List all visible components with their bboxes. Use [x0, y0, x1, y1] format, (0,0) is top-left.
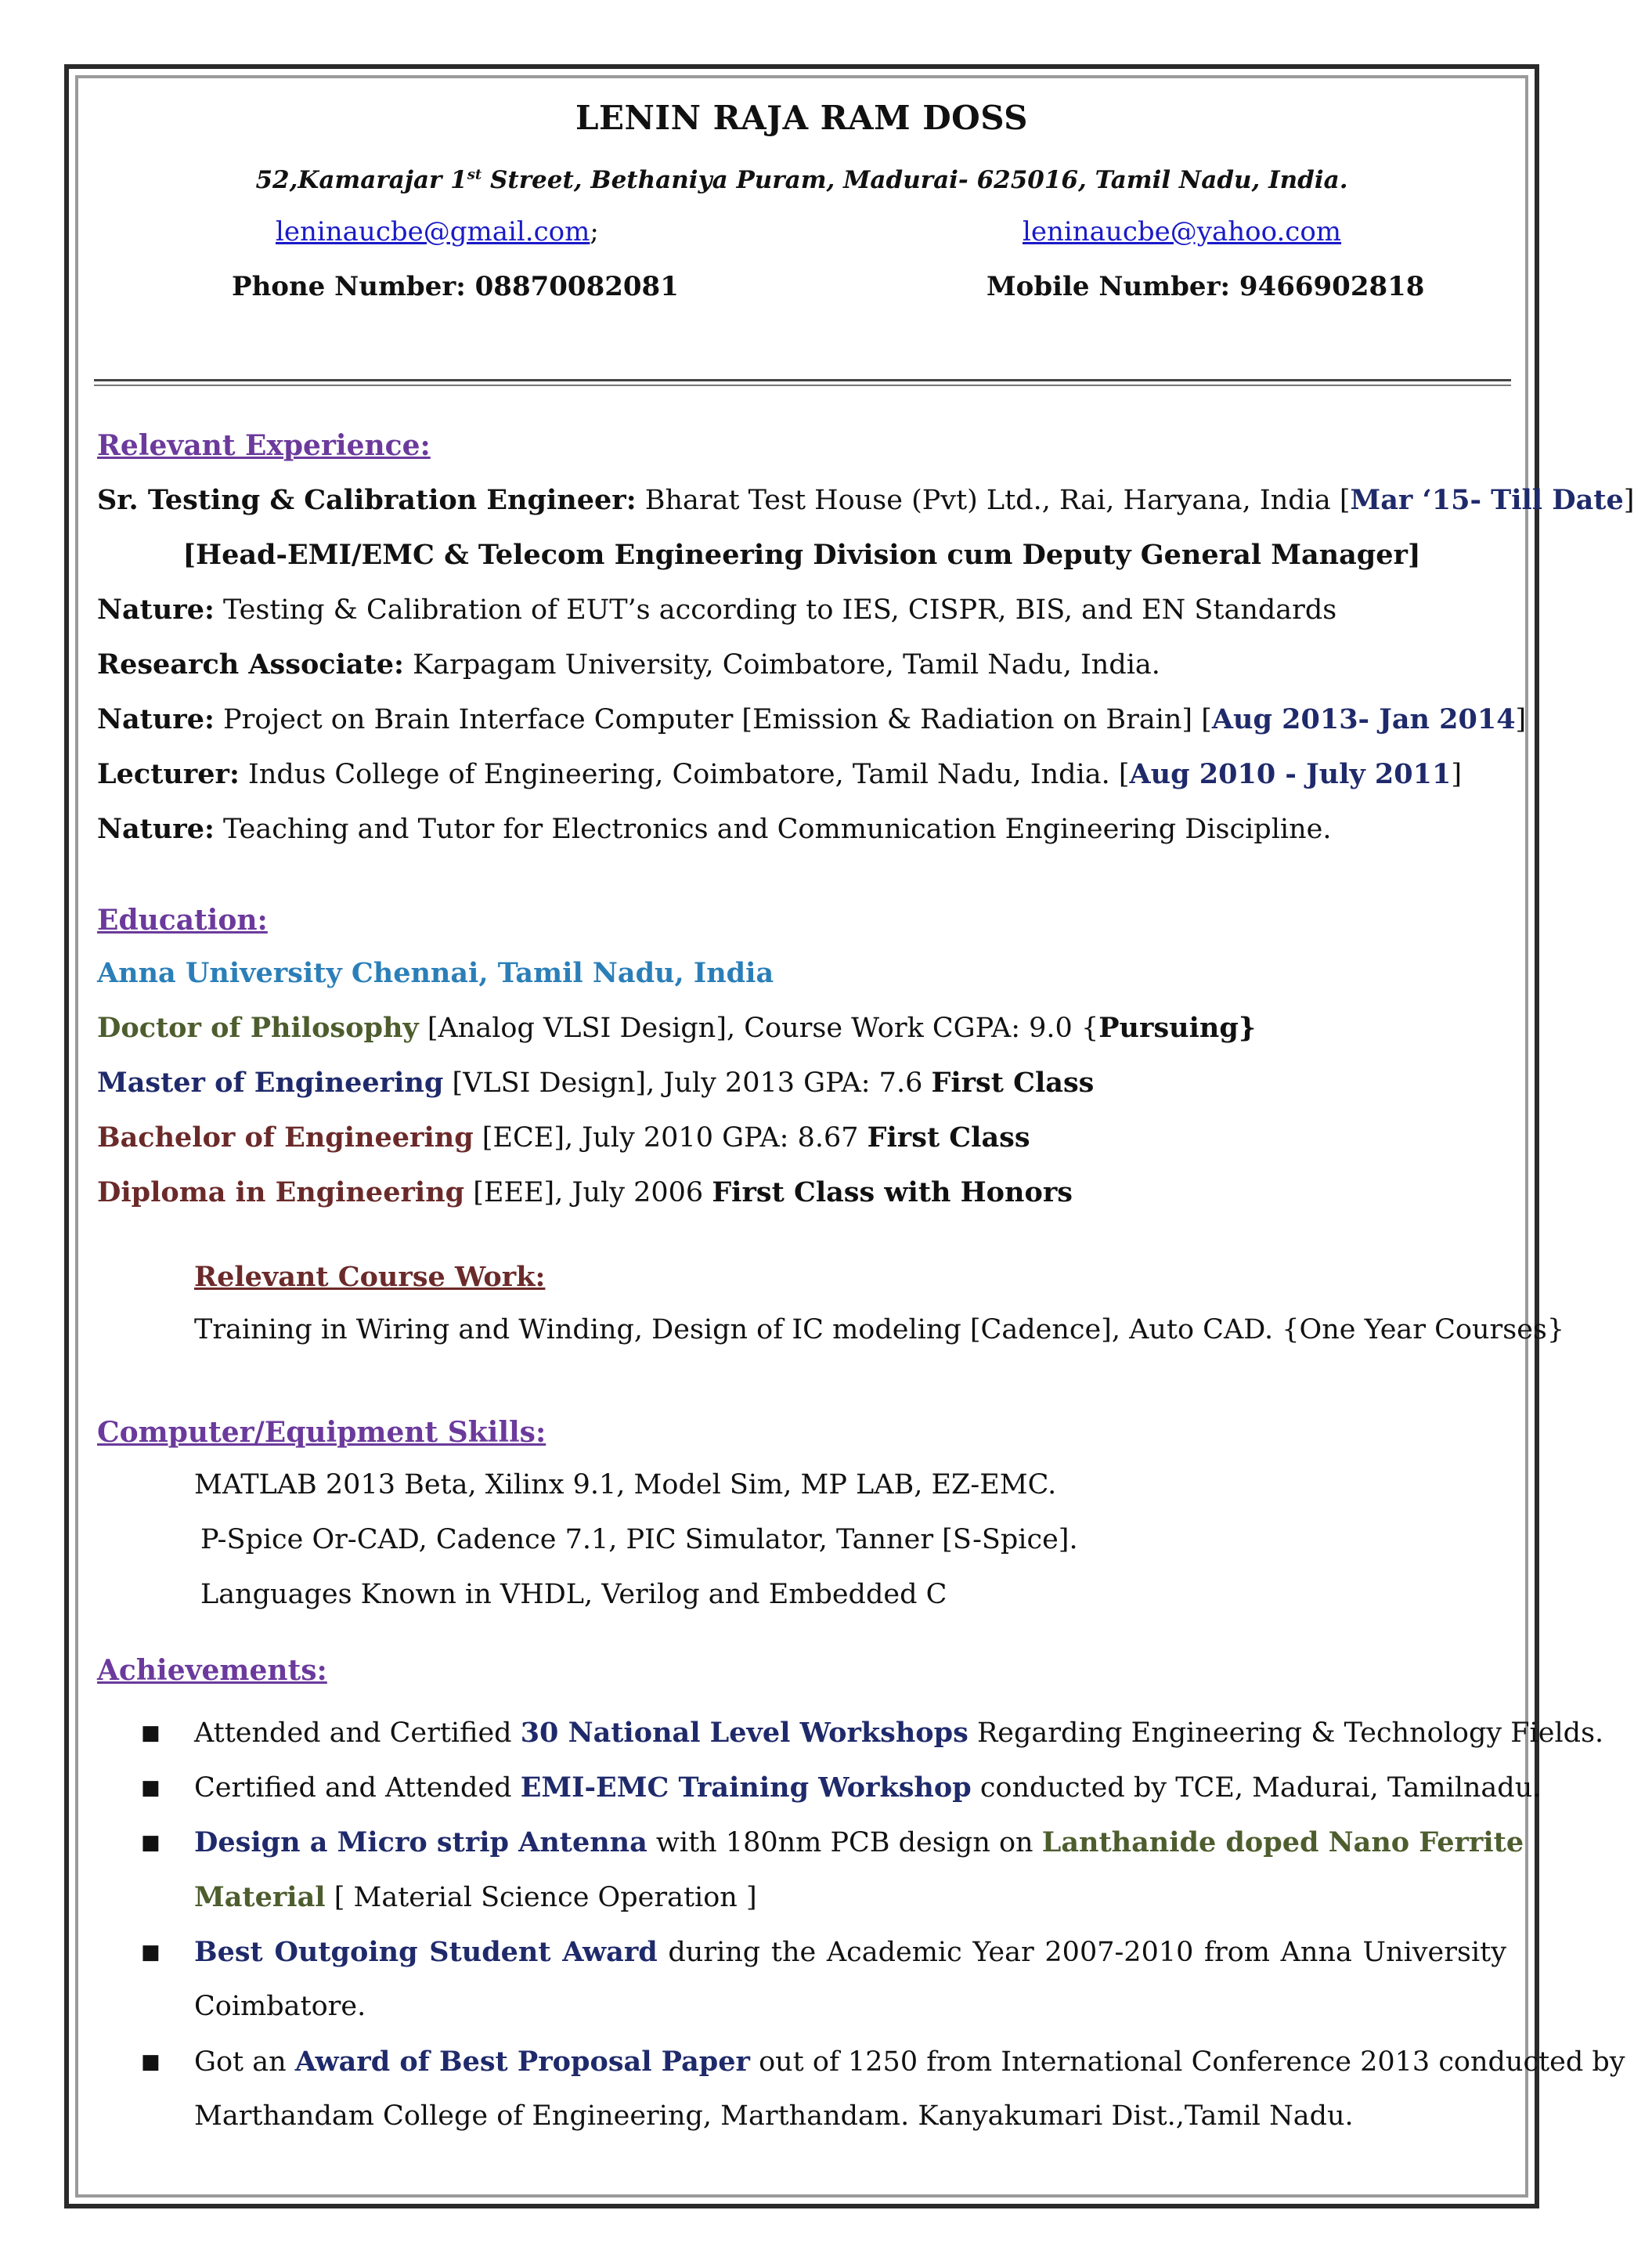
- experience-line: [97, 648, 1160, 681]
- degree-class: First Class with Honors: [712, 1176, 1073, 1208]
- experience-line: [97, 703, 1526, 735]
- achievement-highlight: Best Outgoing Student Award: [194, 1936, 658, 1968]
- candidate-name: LENIN RAJA RAM DOSS: [575, 99, 1029, 137]
- skills-line: MATLAB 2013 Beta, Xilinx 9.1, Model Sim, MP LAB, EZ-EMC.: [194, 1469, 1057, 1501]
- achievement-text: Regarding Engineering & Technology Fields.: [968, 1717, 1604, 1749]
- bracket: ]: [1515, 704, 1527, 735]
- experience-text: Teaching and Tutor for Electronics and Communication Engineering Discipline.: [214, 814, 1332, 845]
- degree-text: [VLSI Design], July 2013 GPA: 7.6: [443, 1067, 932, 1099]
- nature-label: Nature:: [97, 813, 215, 845]
- skills-heading: Computer/Equipment Skills:: [97, 1416, 546, 1449]
- achievement-text: with 180nm PCB design on: [647, 1827, 1042, 1858]
- degree-text: [ECE], July 2010 GPA: 8.67: [473, 1122, 867, 1154]
- experience-line: [97, 594, 1336, 626]
- address-part: 52,Kamarajar 1: [255, 166, 467, 194]
- phone-number: [232, 271, 679, 302]
- experience-text: Indus College of Engineering, Coimbatore, Tamil Nadu, India. [: [239, 759, 1130, 790]
- degree-line: [97, 1067, 1094, 1099]
- achievement-text: out of 1250 from International Conference 2013 conducted by: [749, 2046, 1625, 2078]
- achievement-text: Attended and Certified: [194, 1717, 521, 1749]
- experience-line: [97, 758, 1462, 790]
- achievement-continuation: Coimbatore.: [194, 1991, 366, 2022]
- achievement-highlight: Material: [194, 1881, 326, 1913]
- achievement-item: [194, 1717, 1604, 1749]
- education-heading: Education:: [97, 904, 268, 937]
- degree-line: [97, 1012, 1256, 1044]
- achievement-continuation: Marthandam College of Engineering, Marthandam. Kanyakumari Dist.,Tamil Nadu.: [194, 2100, 1354, 2132]
- achievement-item: [194, 1936, 1506, 1968]
- mobile-value: 9466902818: [1239, 271, 1425, 302]
- header-divider-secondary: [94, 385, 1511, 386]
- achievement-text: Got an: [194, 2046, 295, 2078]
- role-label: Sr. Testing & Calibration Engineer:: [97, 484, 637, 516]
- phone-value: 08870082081: [474, 271, 679, 302]
- course-work-text: Training in Wiring and Winding, Design of IC modeling [Cadence], Auto CAD. {One Year Courses}: [194, 1314, 1565, 1345]
- degree-class: First Class: [931, 1067, 1095, 1099]
- bracket: ]: [1451, 759, 1462, 790]
- degree-label: Bachelor of Engineering: [97, 1121, 474, 1154]
- experience-text: Bharat Test House (Pvt) Ltd., Rai, Haryana, India [: [636, 485, 1351, 516]
- date-range: Aug 2013- Jan 2014: [1211, 703, 1516, 735]
- degree-status: Pursuing}: [1098, 1012, 1257, 1044]
- achievements-heading: Achievements:: [97, 1654, 327, 1687]
- bullet-icon: ■: [141, 1831, 161, 1854]
- degree-class: First Class: [867, 1121, 1030, 1154]
- address-part: Street, Bethaniya Puram, Madurai- 625016, Tamil Nadu, India.: [482, 166, 1348, 194]
- achievement-item: [194, 2046, 1625, 2078]
- degree-label: Master of Engineering: [97, 1067, 444, 1099]
- nature-label: Nature:: [97, 594, 215, 626]
- achievement-text: during the Academic Year 2007-2010 from Anna University: [657, 1937, 1506, 1968]
- date-range: Aug 2010 - July 2011: [1129, 758, 1452, 790]
- experience-text: Project on Brain Interface Computer [Emission & Radiation on Brain] [: [214, 704, 1212, 735]
- date-range: Mar ‘15- Till Date: [1350, 484, 1624, 516]
- degree-text: [EEE], July 2006: [464, 1177, 712, 1208]
- email-secondary-row: [1023, 216, 1341, 247]
- achievement-item: [194, 1771, 1542, 1804]
- course-work-heading: Relevant Course Work:: [194, 1261, 546, 1293]
- bracket: ]: [1623, 485, 1634, 516]
- address-superscript: st: [467, 166, 482, 183]
- experience-text: Testing & Calibration of EUT’s according to IES, CISPR, BIS, and EN Standards: [214, 594, 1337, 626]
- experience-line: [97, 484, 1634, 516]
- experience-title: [Head-EMI/EMC & Telecom Engineering Division cum Deputy General Manager]: [182, 539, 1421, 571]
- degree-line: [97, 1121, 1030, 1154]
- header-divider: [94, 379, 1511, 381]
- degree-text: [Analog VLSI Design], Course Work CGPA: 9.0 {: [418, 1013, 1099, 1044]
- email-primary-row: [276, 216, 599, 247]
- bullet-icon: ■: [141, 2050, 161, 2074]
- bullet-icon: ■: [141, 1721, 161, 1745]
- degree-line: [97, 1176, 1073, 1208]
- mobile-label: Mobile Number:: [987, 271, 1231, 302]
- experience-heading: Relevant Experience:: [97, 429, 431, 462]
- achievement-highlight: Award of Best Proposal Paper: [294, 2046, 750, 2078]
- email-separator: ;: [590, 216, 599, 247]
- achievement-continuation: [194, 1881, 1506, 1913]
- address: [0, 166, 1603, 194]
- role-label: Research Associate:: [97, 648, 404, 681]
- email-primary-link[interactable]: leninaucbe@gmail.com: [276, 216, 590, 247]
- university-name: Anna University Chennai, Tamil Nadu, India: [97, 957, 774, 989]
- skills-line: P-Spice Or-CAD, Cadence 7.1, PIC Simulator, Tanner [S-Spice].: [200, 1524, 1078, 1555]
- role-label: Lecturer:: [97, 758, 240, 790]
- nature-label: Nature:: [97, 703, 215, 735]
- achievement-highlight: EMI-EMC Training Workshop: [520, 1771, 972, 1804]
- experience-line: [97, 813, 1331, 845]
- achievement-highlight: Design a Micro strip Antenna: [194, 1826, 647, 1858]
- achievement-text: [ Material Science Operation ]: [325, 1882, 757, 1913]
- bullet-icon: ■: [141, 1941, 161, 1964]
- bullet-icon: ■: [141, 1776, 161, 1800]
- degree-label: Diploma in Engineering: [97, 1176, 465, 1208]
- achievement-text: Certified and Attended: [194, 1772, 521, 1804]
- achievement-highlight: Lanthanide doped Nano Ferrite: [1041, 1826, 1524, 1858]
- phone-label: Phone Number:: [232, 271, 466, 302]
- mobile-number: [987, 271, 1424, 302]
- experience-text: Karpagam University, Coimbatore, Tamil Nadu, India.: [403, 649, 1160, 681]
- email-secondary-link[interactable]: leninaucbe@yahoo.com: [1023, 216, 1342, 247]
- achievement-text: conducted by TCE, Madurai, Tamilnadu.: [971, 1772, 1542, 1804]
- achievement-highlight: 30 National Level Workshops: [520, 1717, 968, 1749]
- achievement-item: [194, 1826, 1524, 1858]
- skills-line: Languages Known in VHDL, Verilog and Embedded C: [200, 1579, 947, 1610]
- degree-label: Doctor of Philosophy: [97, 1012, 419, 1044]
